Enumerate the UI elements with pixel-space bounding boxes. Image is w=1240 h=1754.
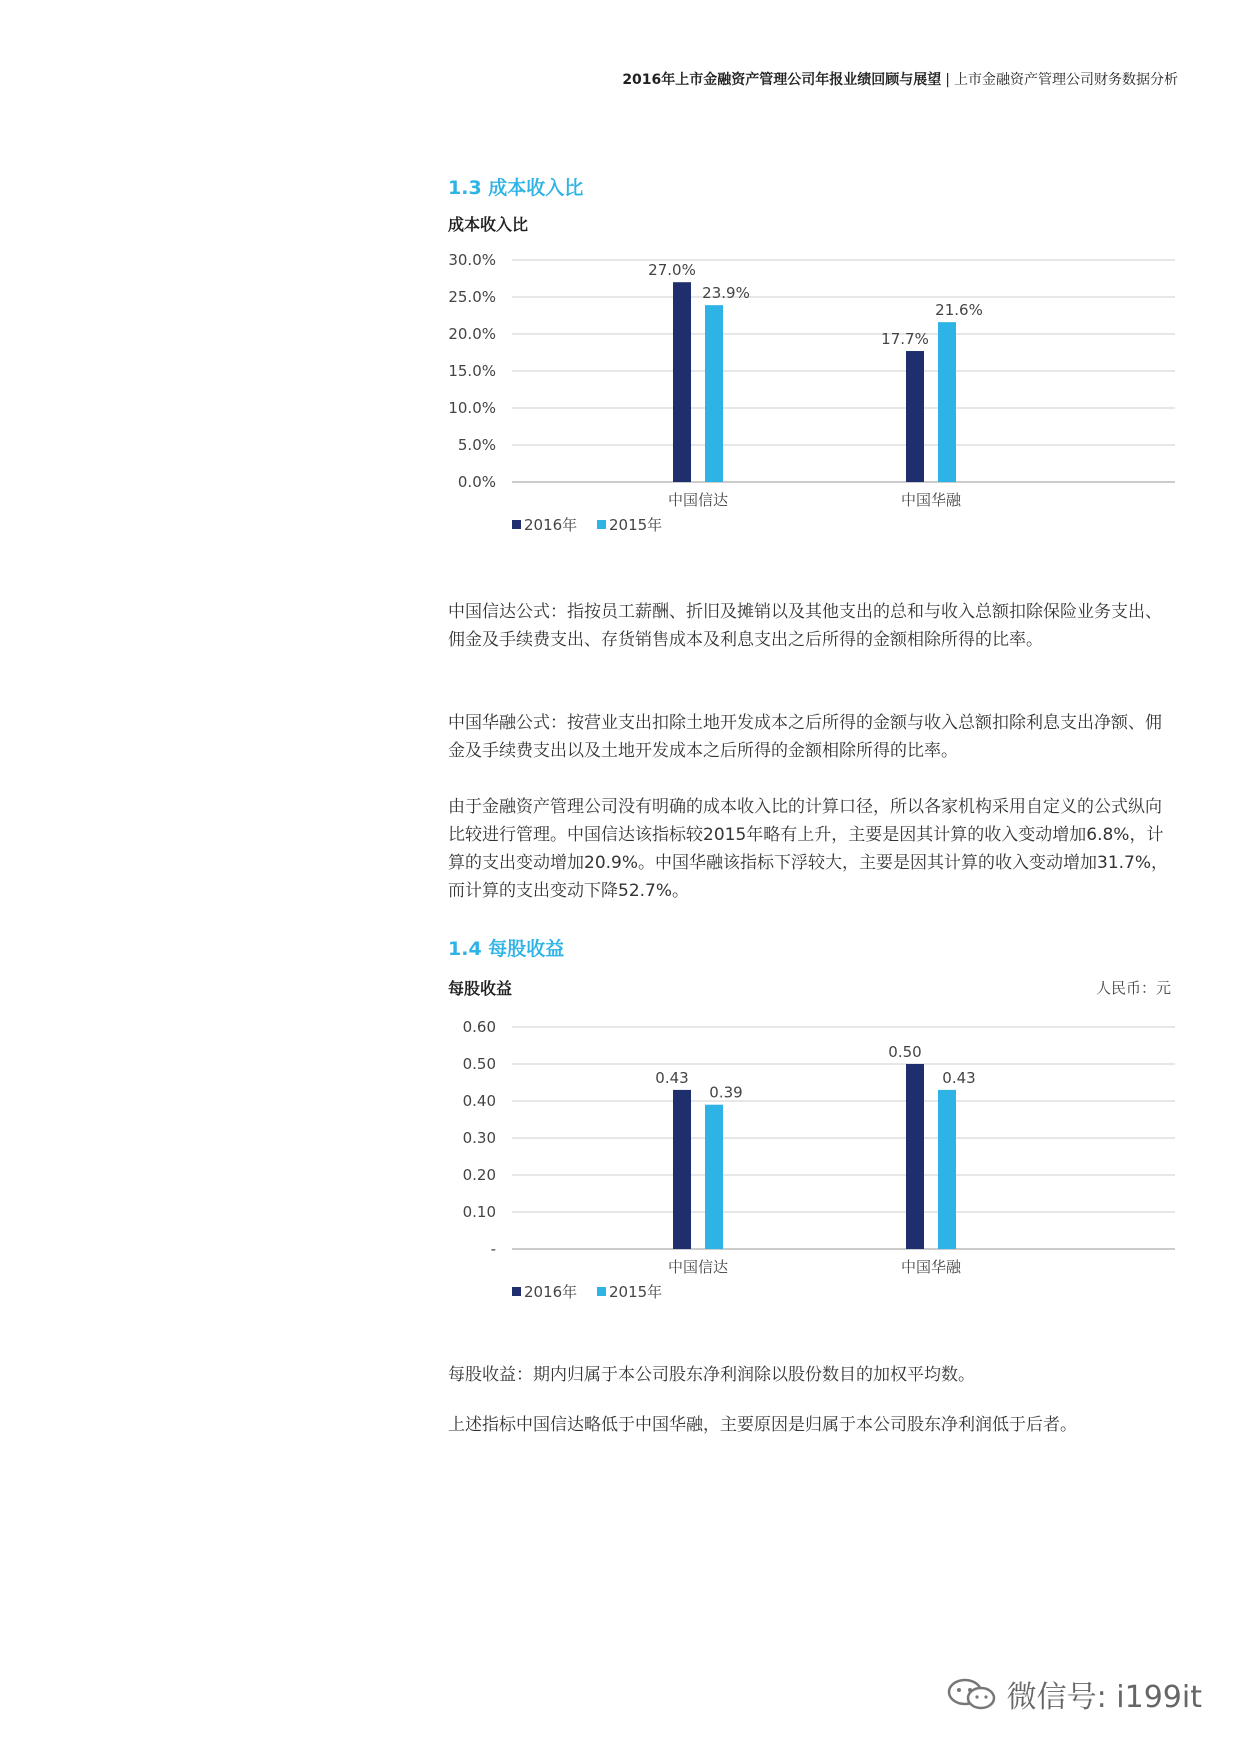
y-tick-label: 0.50	[462, 1055, 496, 1073]
report-title: 2016年上市金融资产管理公司年报业绩回顾与展望	[622, 72, 942, 88]
bar-2015	[705, 1105, 723, 1249]
x-tick-label: 中国信达	[667, 1258, 729, 1276]
data-label: 0.43	[942, 1068, 976, 1087]
legend-label: 2016年	[524, 516, 578, 534]
section-heading-cost-income: 1.3 成本收入比	[448, 177, 584, 199]
legend-swatch-2016	[512, 1287, 521, 1296]
wechat-icon	[945, 1677, 999, 1711]
x-tick-label: 中国华融	[900, 1258, 962, 1276]
paragraph-eps-comparison: 上述指标中国信达略低于中国华融，主要原因是归属于本公司股东净利润低于后者。	[448, 1415, 1077, 1435]
data-label: 27.0%	[648, 261, 696, 280]
y-tick-label: 0.60	[462, 1018, 496, 1036]
paragraph-cinda-formula: 中国信达公式：指按员工薪酬、折旧及摊销以及其他支出的总和与收入总额扣除保险业务支出、佣金及手续费支出、存货销售成本及利息支出之后所得的金额相除所得的比率。	[448, 602, 1162, 650]
bar-2016	[673, 282, 691, 482]
eps-chart	[440, 1012, 1180, 1316]
data-label: 0.43	[655, 1068, 689, 1087]
currency-unit-label: 人民币：元	[1095, 979, 1171, 997]
y-tick-label: 0.20	[462, 1166, 496, 1184]
bar-2015	[938, 1090, 956, 1249]
x-tick-label: 中国信达	[667, 491, 729, 509]
y-tick-label: 10.0%	[448, 399, 496, 417]
legend-swatch-2016	[512, 520, 521, 529]
y-tick-label: 0.10	[462, 1203, 496, 1221]
cost-income-chart-svg	[440, 245, 1180, 545]
bar-2016	[906, 351, 924, 482]
paragraph-cost-income-analysis: 由于金融资产管理公司没有明确的成本收入比的计算口径，所以各家机构采用自定义的公式纵向比较进行管理。中国信达该指标较2015年略有上升，主要是因其计算的收入变动增加6.8%，计算的支出变动增加20.9%。中国华融该指标下浮较大，主要是因其计算的收入变动增加31.7%，而计算的支出变动下降52.7%。	[448, 797, 1169, 901]
y-tick-label: 20.0%	[448, 325, 496, 343]
data-label: 0.39	[709, 1083, 743, 1102]
y-tick-label: 25.0%	[448, 288, 496, 306]
paragraph-eps-definition: 每股收益：期内归属于本公司股东净利润除以股份数目的加权平均数。	[448, 1365, 975, 1385]
data-label: 21.6%	[935, 301, 983, 320]
legend-swatch-2015	[597, 1287, 606, 1296]
report-subtitle: 上市金融资产管理公司财务数据分析	[954, 72, 1178, 88]
y-tick-label: 0.40	[462, 1092, 496, 1110]
page-header	[622, 69, 1178, 89]
legend-label: 2016年	[524, 1283, 578, 1301]
bar-2016	[906, 1064, 924, 1249]
legend-label: 2015年	[609, 1283, 663, 1301]
y-tick-label: 5.0%	[457, 436, 496, 454]
paragraph-huarong-formula: 中国华融公式：按营业支出扣除土地开发成本之后所得的金额与收入总额扣除利息支出净额、佣金及手续费支出以及土地开发成本之后所得的金额相除所得的比率。	[448, 713, 1162, 761]
eps-chart-svg	[440, 1012, 1180, 1312]
y-tick-label: 0.0%	[457, 473, 496, 491]
legend-swatch-2015	[597, 520, 606, 529]
x-tick-label: 中国华融	[900, 491, 962, 509]
bar-2015	[705, 305, 723, 482]
watermark-text: 微信号: i199it	[1006, 1680, 1202, 1715]
wechat-watermark	[945, 1672, 1202, 1716]
y-tick-label: 0.30	[462, 1129, 496, 1147]
legend-label: 2015年	[609, 516, 663, 534]
chart-title-eps: 每股收益	[448, 979, 513, 998]
bar-2015	[938, 322, 956, 482]
y-tick-label: 15.0%	[448, 362, 496, 380]
y-tick-label: 30.0%	[448, 251, 496, 269]
cost-income-chart	[440, 245, 1180, 549]
y-tick-label: -	[490, 1240, 496, 1258]
data-label: 17.7%	[881, 330, 929, 349]
section-heading-eps: 1.4 每股收益	[448, 938, 565, 960]
data-label: 0.50	[888, 1043, 922, 1061]
header-separator: |	[945, 72, 950, 88]
bar-2016	[673, 1090, 691, 1249]
data-label: 23.9%	[702, 284, 750, 303]
chart-title-cost-income: 成本收入比	[448, 215, 529, 234]
